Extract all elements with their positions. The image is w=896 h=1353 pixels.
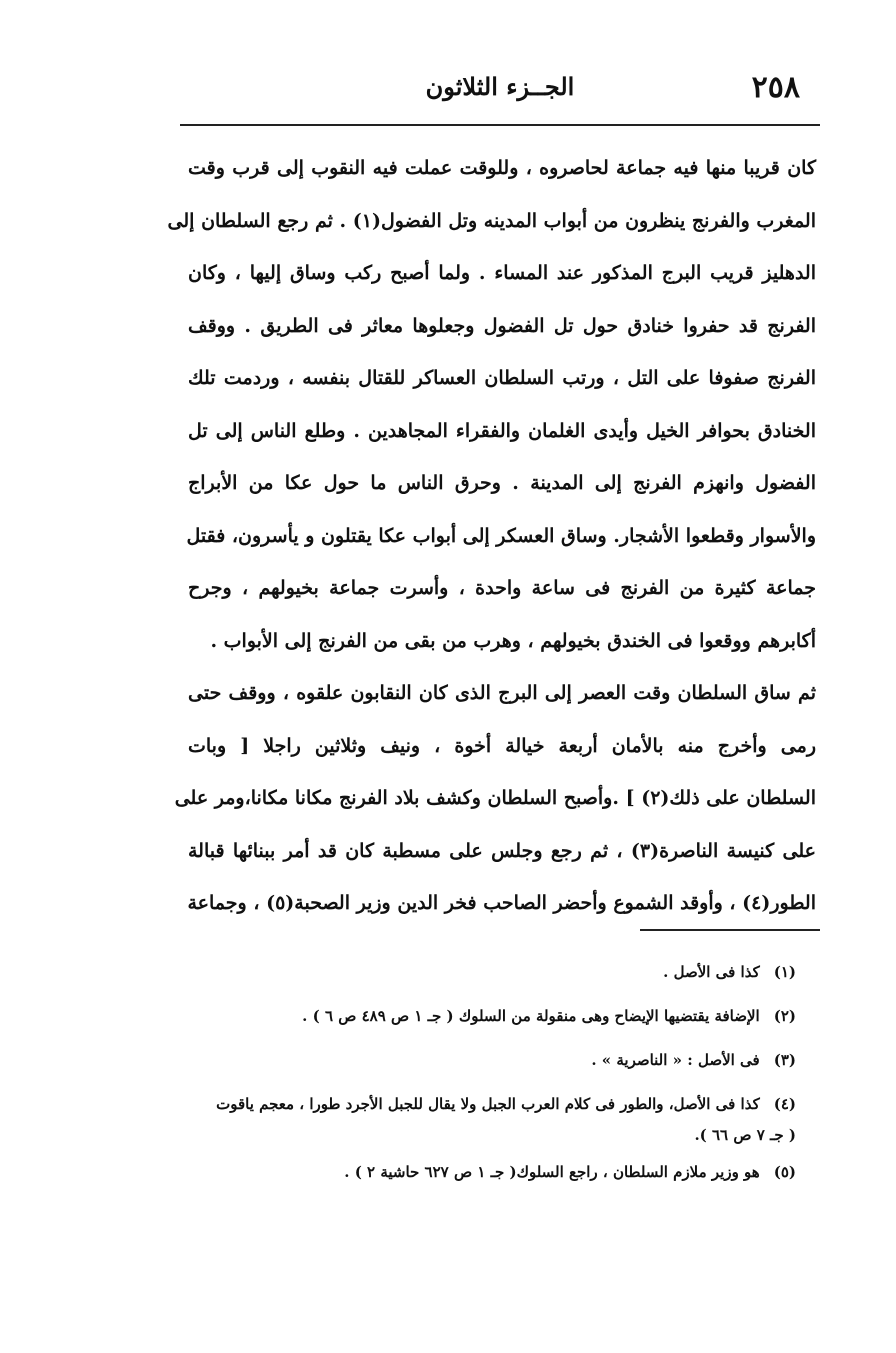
footnote-text: ( جـ ٧ ص ٦٦ ). <box>694 1126 796 1144</box>
running-title: الجــزء الثلاثون <box>425 72 575 101</box>
text-line: الخنادق بحوافر الخيل وأيدى الغلمان والفقراء المجاهدين . وطلع الناس إلى تل <box>188 419 816 442</box>
footnote-text: كذا فى الأصل، والطور فى كلام العرب الجبل ولا يقال للجبل الأجرد طورا ، معجم ياقوت <box>216 1095 760 1113</box>
footnote-marker: (٢) <box>773 1007 796 1025</box>
footnote <box>196 1150 796 1194</box>
main-text <box>167 142 816 930</box>
footnote <box>196 994 796 1038</box>
footnote-rule <box>640 929 820 931</box>
footnote-text: هو وزير ملازم السلطان ، راجع السلوك( جـ ١ ص ٦٢٧ حاشية ٢ ) . <box>344 1163 760 1181</box>
footnote <box>196 950 796 994</box>
footnote-marker: (٥) <box>773 1163 796 1181</box>
footnotes <box>196 950 796 1194</box>
text-line: الفرنج صفوفا على التل ، ورتب السلطان العساكر للقتال بنفسه ، وردمت تلك <box>188 367 816 389</box>
text-line: المغرب والفرنج ينظرون من أبواب المدينه وتل الفضول(١) . ثم رجع السلطان إلى <box>167 209 816 232</box>
text-line: الطور(٤) ، وأوقد الشموع وأحضر الصاحب فخر الدين وزير الصحبة(٥) ، وجماعة <box>187 892 816 914</box>
text-line: والأسوار وقطعوا الأشجار. وساق العسكر إلى أبواب عكا يقتلون و يأسرون، فقتل <box>186 524 816 547</box>
footnote <box>196 1038 796 1082</box>
footnote-text: الإضافة يقتضيها الإيضاح وهى منقولة من السلوك ( جـ ١ ص ٤٨٩ ص ٦ ) . <box>302 1007 760 1025</box>
text-line: على كنيسة الناصرة(٣) ، ثم رجع وجلس على مسطبة كان قد أمر ببنائها قبالة <box>188 839 816 862</box>
text-line: ثم ساق السلطان وقت العصر إلى البرج الذى كان النقابون علقوه ، ووقف حتى <box>188 682 816 704</box>
footnote-text: كذا فى الأصل . <box>663 963 760 981</box>
page-number: ٢٥٨ <box>751 70 800 105</box>
footnote-marker: (٤) <box>773 1095 796 1113</box>
text-line: جماعة كثيرة من الفرنج فى ساعة واحدة ، وأسرت جماعة بخيولهم ، وجرح <box>188 577 816 599</box>
text-line: الفرنج قد حفروا خنادق حول تل الفضول وجعلوها معاثر فى الطريق . ووقف <box>188 314 816 337</box>
text-line: أكابرهم ووقعوا فى الخندق بخيولهم ، وهرب من بقى من الفرنج إلى الأبواب . <box>210 629 816 652</box>
footnote-marker: (١) <box>773 963 796 981</box>
header-rule <box>180 124 820 126</box>
footnote-marker: (٣) <box>773 1051 796 1069</box>
footnote-text: فى الأصل : « الناصرية » . <box>591 1051 760 1069</box>
page-header <box>180 60 820 120</box>
text-line: كان قريبا منها فيه جماعة لحاصروه ، وللوقت عملت فيه النقوب إلى قرب وقت <box>188 157 816 179</box>
text-line: رمى وأخرج منه بالأمان أربعة خيالة أخوة ، ونيف وثلاثين راجلا [ وبات <box>188 734 816 757</box>
text-line: السلطان على ذلك(٢) ] .وأصبح السلطان وكشف بلاد الفرنج مكانا مكانا،ومر على <box>174 787 816 809</box>
text-line: الدهليز قريب البرج المذكور عند المساء . ولما أصبح ركب وساق إليها ، وكان <box>188 262 816 284</box>
text-line: الفضول وانهزم الفرنج إلى المدينة . وحرق الناس ما حول عكا من الأبراج <box>188 472 816 494</box>
